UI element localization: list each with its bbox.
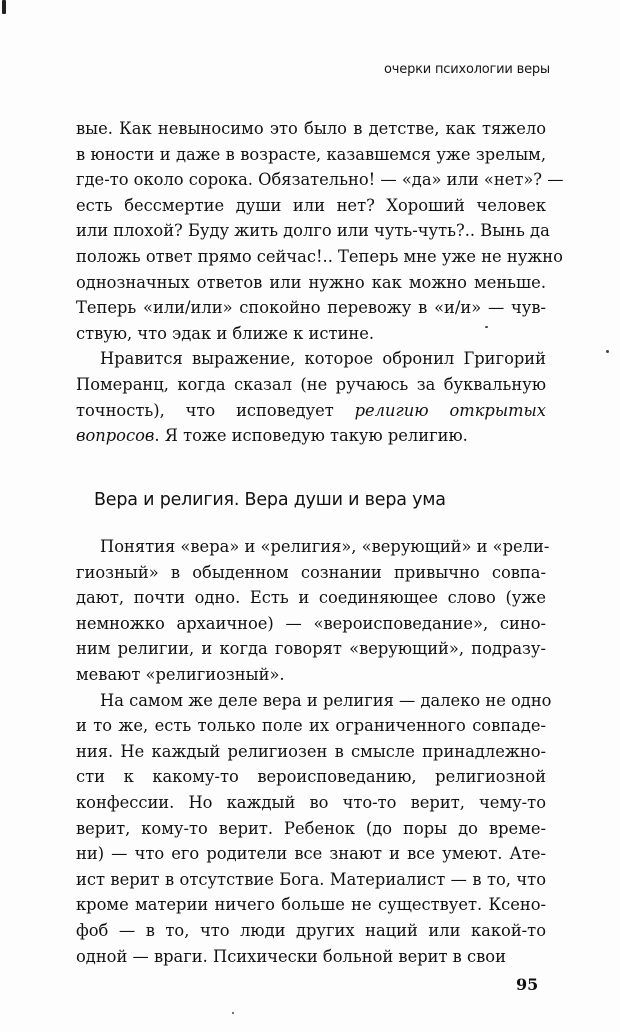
text-line: ствую, что эдак и ближе к истине.: [76, 323, 374, 343]
text-line: вые. Как невыносимо это было в детстве, как тяжело: [76, 119, 546, 138]
body-text-top: [76, 116, 564, 449]
text-line: На самом же деле вера и религия — далеко не одно: [100, 690, 552, 710]
page-number: 95: [516, 975, 539, 994]
scan-speck: [2, 0, 6, 14]
text-line: мевают «религиозный».: [76, 664, 285, 684]
paragraph: [76, 116, 564, 346]
text-line: верит, кому-то верит. Ребенок (до поры до време-: [76, 818, 546, 838]
text-line: однозначных ответов или нужно как можно меньше.: [76, 272, 546, 292]
paragraph: [76, 688, 552, 970]
section-heading: Вера и религия. Вера души и вера ума: [94, 490, 446, 510]
text-run: . Я тоже исповедую такую религию.: [154, 426, 468, 446]
body-text-bottom: [76, 534, 552, 969]
text-run: Померанц, когда сказал (не ручаюсь за буквальную: [76, 374, 546, 394]
text-line: где-то около сорока. Обязательно! — «да» или «нет»? —: [76, 170, 564, 190]
text-line: ист верит в отсутствие Бога. Материалист — в то, что: [76, 869, 546, 889]
text-line: дают, почти одно. Есть и соединяющее слово (уже: [76, 588, 546, 608]
text-line: гиозный» в обыденном сознании привычно совпа-: [76, 562, 546, 582]
scan-speck: [485, 326, 488, 328]
text-line: [76, 346, 546, 372]
scan-speck: [232, 1012, 234, 1014]
text-line: немножко архаичное) — «вероисповедание», сино-: [76, 613, 546, 633]
text-line: сти к какому-то вероисповеданию, религиозной: [76, 767, 546, 787]
text-run: Нравится выражение, которое обронил Григорий: [100, 349, 546, 369]
scan-speck: [606, 350, 609, 353]
text-line: одной — враги. Психически больной верит в свои: [76, 946, 506, 966]
paragraph: [76, 534, 550, 688]
text-line: Понятия «вера» и «религия», «верующий» и «рели-: [100, 537, 550, 556]
text-line: Теперь «или/или» спокойно перевожу в «и/и» — чув-: [76, 298, 546, 318]
text-line: положь ответ прямо сейчас!.. Теперь мне уже не нужно: [76, 246, 563, 266]
italic-text: религию открытых: [354, 400, 546, 420]
italic-text: вопросов: [76, 426, 155, 446]
text-line: ния. Не каждый религиозен в смысле принадлежно-: [76, 741, 546, 761]
running-header: очерки психологии веры: [384, 62, 550, 77]
text-line: или плохой? Буду жить долго или чуть-чуть?.. Вынь да: [76, 221, 550, 241]
text-line: конфессии. Но каждый во что-то верит, чему-то: [76, 792, 546, 812]
text-run: точность), что исповедует: [76, 400, 355, 420]
text-line: кроме материи ничего больше не существует. Ксено-: [76, 895, 546, 915]
text-line: ним религии, и когда говорят «верующий», подразу-: [76, 639, 546, 659]
text-line: и то же, есть только поле их ограниченного совпаде-: [76, 716, 546, 736]
paragraph: [76, 346, 546, 448]
text-line: есть бессмертие души или нет? Хороший человек: [76, 195, 546, 215]
text-line: в юности и даже в возрасте, казавшемся уже зрелым,: [76, 144, 546, 164]
text-line: ни) — что его родители все знают и все умеют. Ате-: [76, 844, 546, 864]
text-line: фоб — в то, что люди других наций или какой-то: [76, 920, 546, 940]
text-line: [76, 372, 546, 398]
text-line: [76, 423, 546, 449]
text-line: [76, 398, 546, 424]
